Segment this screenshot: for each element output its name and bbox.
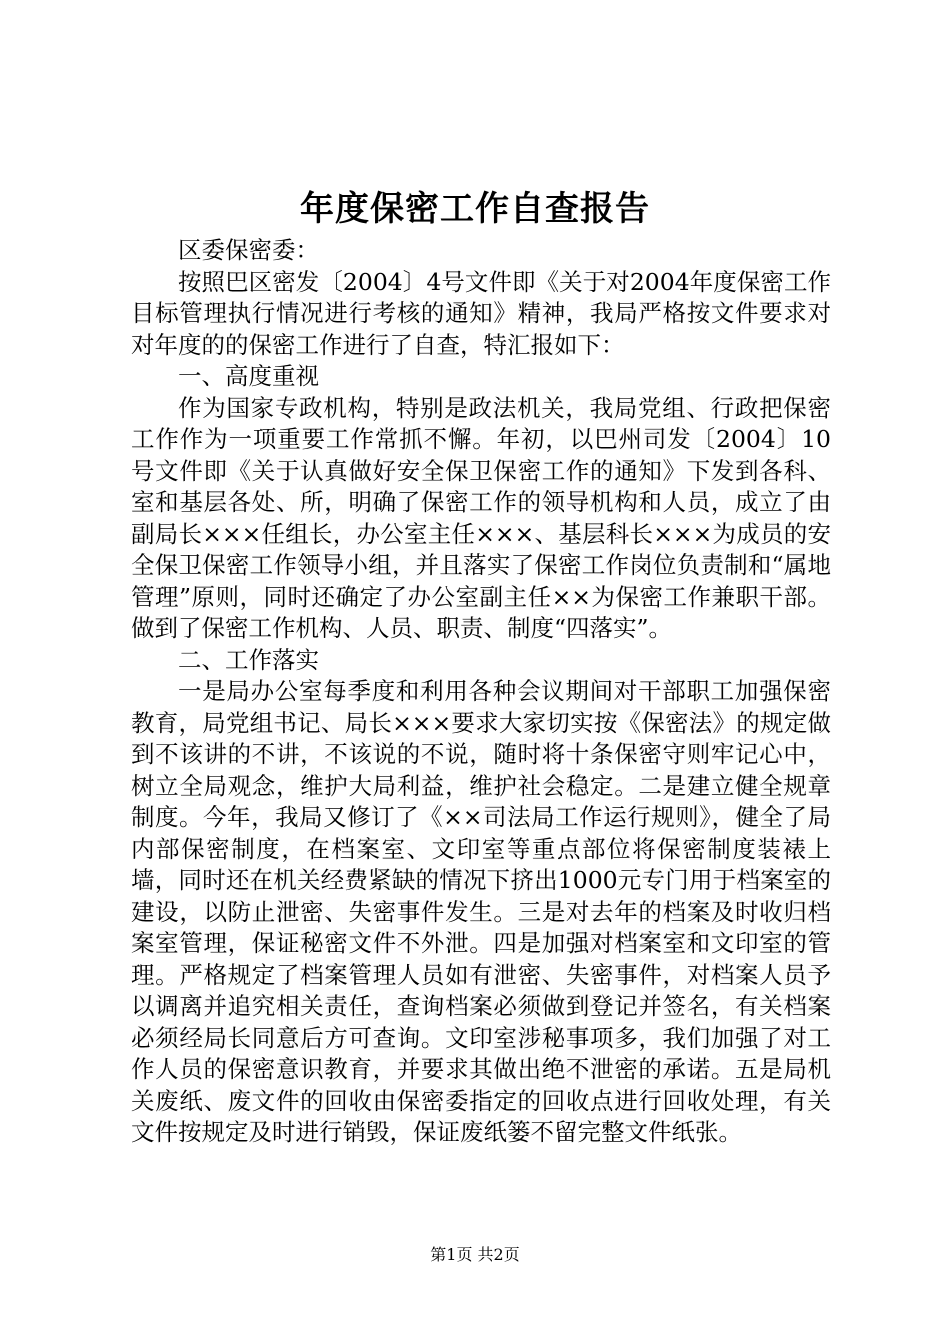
section-paragraph-2: 一是局办公室每季度和利用各种会议期间对干部职工加强保密教育，局党组书记、局长×××要求大家切实按《保密法》的规定做到不该讲的不讲，不该说的不说，随时将十条保密守则牢记心中，树立全局观念，维护大局利益，维护社会稳定。二是建立健全规章制度。今年，我局又修订了《××司法局工作运行规则》，健全了局内部保密制度，在档案室、文印室等重点部位将保密制度装裱上墙，同时还在机关经费紧缺的情况下挤出1000元专门用于档案室的建设，以防止泄密、失密事件发生。三是对去年的档案及时收归档案室管理，保证秘密文件不外泄。四是加强对档案室和文印室的管理。严格规定了档案管理人员如有泄密、失密事件，对档案人员予以调离并追究相关责任，查询档案必须做到登记并签名，有关档案必须经局长同意后方可查询。文印室涉秘事项多，我们加强了对工作人员的保密意识教育，并要求其做出绝不泄密的承诺。五是局机关废纸、废文件的回收由保密委指定的回收点进行回收处理，有关文件按规定及时进行销毁，保证废纸篓不留完整文件纸张。 [131,677,831,1146]
section-heading-2: 二、工作落实 [178,645,319,674]
section-paragraph-1: 作为国家专政机构，特别是政法机关，我局党组、行政把保密工作作为一项重要工作常抓不懈。年初，以巴州司发〔2004〕10号文件即《关于认真做好安全保卫保密工作的通知》下发到各科、室和基层各处、所，明确了保密工作的领导机构和人员，成立了由副局长×××任组长，办公室主任×××、基层科长×××为成员的安全保卫保密工作领导小组，并且落实了保密工作岗位负责制和“属地管理”原则，同时还确定了办公室副主任××为保密工作兼职干部。做到了保密工作机构、人员、职责、制度“四落实”。 [131,393,831,642]
page-number-footer: 第1页 共2页 [430,1245,520,1264]
salutation: 区委保密委： [178,236,319,264]
intro-paragraph: 按照巴区密发〔2004〕4号文件即《关于对2004年度保密工作目标管理执行情况进行考核的通知》精神，我局严格按文件要求对对年度的的保密工作进行了自查，特汇报如下： [131,267,831,359]
section-heading-1: 一、高度重视 [178,362,319,390]
document-body [131,235,831,1149]
page-title: 年度保密工作自查报告 [300,189,650,229]
